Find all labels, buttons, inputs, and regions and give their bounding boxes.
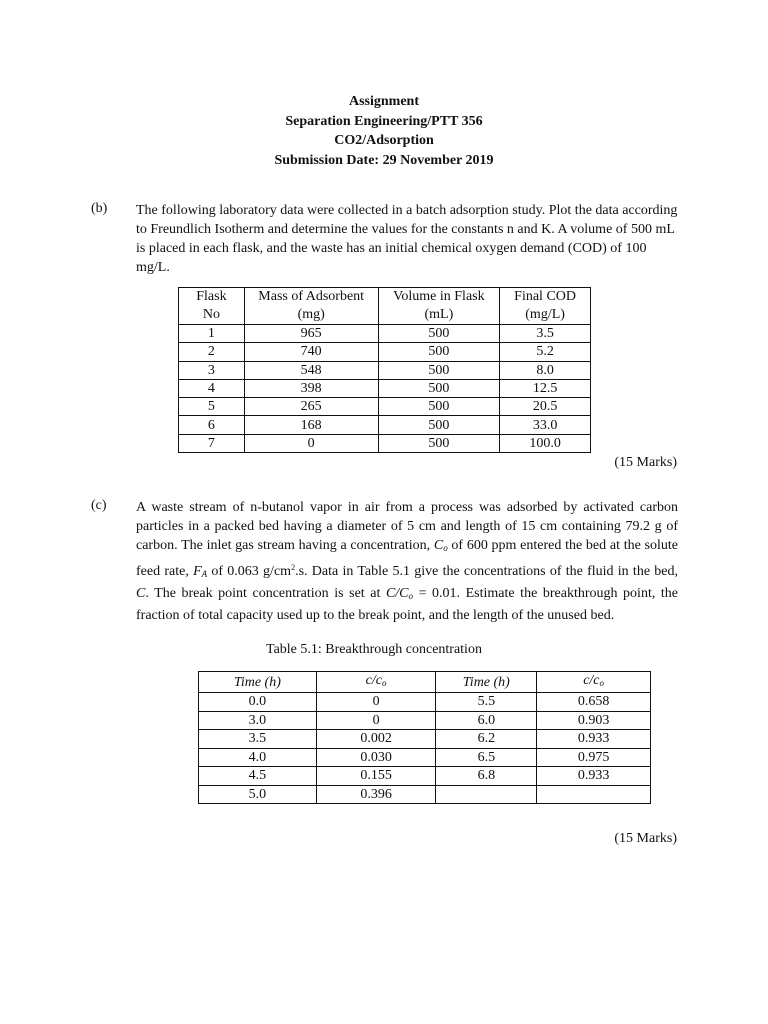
header-time: Time (h) bbox=[436, 672, 537, 693]
question-c-marks: (15 Marks) bbox=[614, 831, 677, 846]
header-title: Assignment bbox=[348, 94, 419, 109]
table-cell: 6.0 bbox=[436, 711, 537, 730]
question-b-text: The following laboratory data were collected in a batch adsorption study. Plot the data according to Freundlich Isotherm and determine the values for the constants n and K. A volume of 500 mL is placed in each flask, and the waste has an initial chemical oxygen demand (COD) of 100 mg/L. bbox=[136, 203, 678, 275]
table-cell: 33.0 bbox=[500, 416, 591, 434]
header-mass-adsorbent: Mass of Adsorbent (mg) bbox=[244, 288, 378, 325]
table-cell: 500 bbox=[378, 361, 500, 379]
header-course: Separation Engineering/PTT 356 bbox=[285, 113, 483, 129]
table-cell: 20.5 bbox=[500, 398, 591, 416]
table-cell: 0.002 bbox=[316, 730, 436, 749]
table-cell: 0.658 bbox=[537, 693, 651, 712]
header-final-cod: Final COD (mg/L) bbox=[500, 288, 591, 325]
table-cell bbox=[436, 785, 537, 804]
table-row bbox=[199, 767, 651, 786]
header-concentration-ratio: $c/c_o$ bbox=[316, 672, 436, 693]
table-row bbox=[179, 434, 591, 452]
table-cell: 0.903 bbox=[537, 711, 651, 730]
table-cell: 500 bbox=[378, 379, 500, 397]
table-cell: 5.5 bbox=[436, 693, 537, 712]
table-cell: 0 bbox=[244, 434, 378, 452]
table-row bbox=[179, 416, 591, 434]
table-cell: 5.2 bbox=[500, 343, 591, 361]
table-cell: 740 bbox=[244, 343, 378, 361]
table-cell: 500 bbox=[378, 434, 500, 452]
table-cell: 1 bbox=[179, 325, 245, 343]
table-cell: 500 bbox=[378, 398, 500, 416]
question-c-label: (c) bbox=[91, 498, 107, 513]
table-row bbox=[179, 361, 591, 379]
table-cell: 500 bbox=[378, 343, 500, 361]
table-cell: 0 bbox=[316, 711, 436, 730]
table-cell: 0.030 bbox=[316, 748, 436, 767]
header-flask-no: Flask No bbox=[179, 288, 245, 325]
table-row bbox=[199, 711, 651, 730]
table-cell: 3 bbox=[179, 361, 245, 379]
table-row bbox=[179, 398, 591, 416]
table-cell: 8.0 bbox=[500, 361, 591, 379]
question-c-text: A waste stream of n-butanol vapor in air from a process was adsorbed by activated carbon particles in a packed bed having a diameter of 5 cm and length of 15 cm containing 79.2 g of carbon. The inlet gas stream having a concentration, $C_o$ of 600 ppm entered the bed at the solute feed rate, $F_A$ of 0.063 $g/cm^2.s$. Data in Table 5.1 give the concentrations of the fluid in the bed, C. The break point concentration is set at $C/C_o = 0.01$. Estimate the breakthrough point, the fraction of total capacity used up to the break point, and the length of the unused bed. bbox=[136, 500, 679, 623]
table-cell: 6.8 bbox=[436, 767, 537, 786]
table-cell: 5 bbox=[179, 398, 245, 416]
table-cell: 965 bbox=[244, 325, 378, 343]
adsorption-data-table bbox=[178, 287, 591, 453]
table-cell: 6.2 bbox=[436, 730, 537, 749]
header-topic: CO2/Adsorption bbox=[334, 133, 434, 148]
table-cell: 4.0 bbox=[199, 748, 317, 767]
table-cell: 0.933 bbox=[537, 730, 651, 749]
table-row bbox=[199, 693, 651, 712]
table-cell: 6.5 bbox=[436, 748, 537, 767]
table-cell: 3.5 bbox=[199, 730, 317, 749]
table-cell: 100.0 bbox=[500, 434, 591, 452]
table-row bbox=[199, 730, 651, 749]
table-cell: 0.975 bbox=[537, 748, 651, 767]
table-cell: 4 bbox=[179, 379, 245, 397]
table-caption: Table 5.1: Breakthrough concentration bbox=[266, 642, 482, 657]
table-cell: 12.5 bbox=[500, 379, 591, 397]
table-row bbox=[199, 785, 651, 804]
table-cell: 168 bbox=[244, 416, 378, 434]
document-header bbox=[0, 92, 768, 170]
table-cell: 500 bbox=[378, 416, 500, 434]
table-cell: 2 bbox=[179, 343, 245, 361]
table-cell: 0 bbox=[316, 693, 436, 712]
table-cell: 500 bbox=[378, 325, 500, 343]
table-cell: 5.0 bbox=[199, 785, 317, 804]
table-row bbox=[179, 343, 591, 361]
table-row bbox=[179, 379, 591, 397]
header-time: Time (h) bbox=[199, 672, 317, 693]
breakthrough-concentration-table bbox=[198, 671, 651, 804]
table-cell: 3.5 bbox=[500, 325, 591, 343]
table-header-row bbox=[179, 288, 591, 325]
question-b-marks: (15 Marks) bbox=[614, 455, 677, 470]
table-cell: 0.396 bbox=[316, 785, 436, 804]
table-cell: 548 bbox=[244, 361, 378, 379]
table-cell: 4.5 bbox=[199, 767, 317, 786]
table-cell: 3.0 bbox=[199, 711, 317, 730]
header-concentration-ratio: $c/c_o$ bbox=[537, 672, 651, 693]
table-row bbox=[199, 748, 651, 767]
header-volume-flask: Volume in Flask (mL) bbox=[378, 288, 500, 325]
table-header-row bbox=[199, 672, 651, 693]
table-row bbox=[179, 325, 591, 343]
table-cell bbox=[537, 785, 651, 804]
table-cell: 0.155 bbox=[316, 767, 436, 786]
table-cell: 7 bbox=[179, 434, 245, 452]
table-cell: 6 bbox=[179, 416, 245, 434]
table-cell: 398 bbox=[244, 379, 378, 397]
header-submission-date: Submission Date: 29 November 2019 bbox=[274, 152, 494, 168]
question-b-label: (b) bbox=[91, 201, 108, 216]
table-cell: 265 bbox=[244, 398, 378, 416]
table-cell: 0.0 bbox=[199, 693, 317, 712]
table-cell: 0.933 bbox=[537, 767, 651, 786]
